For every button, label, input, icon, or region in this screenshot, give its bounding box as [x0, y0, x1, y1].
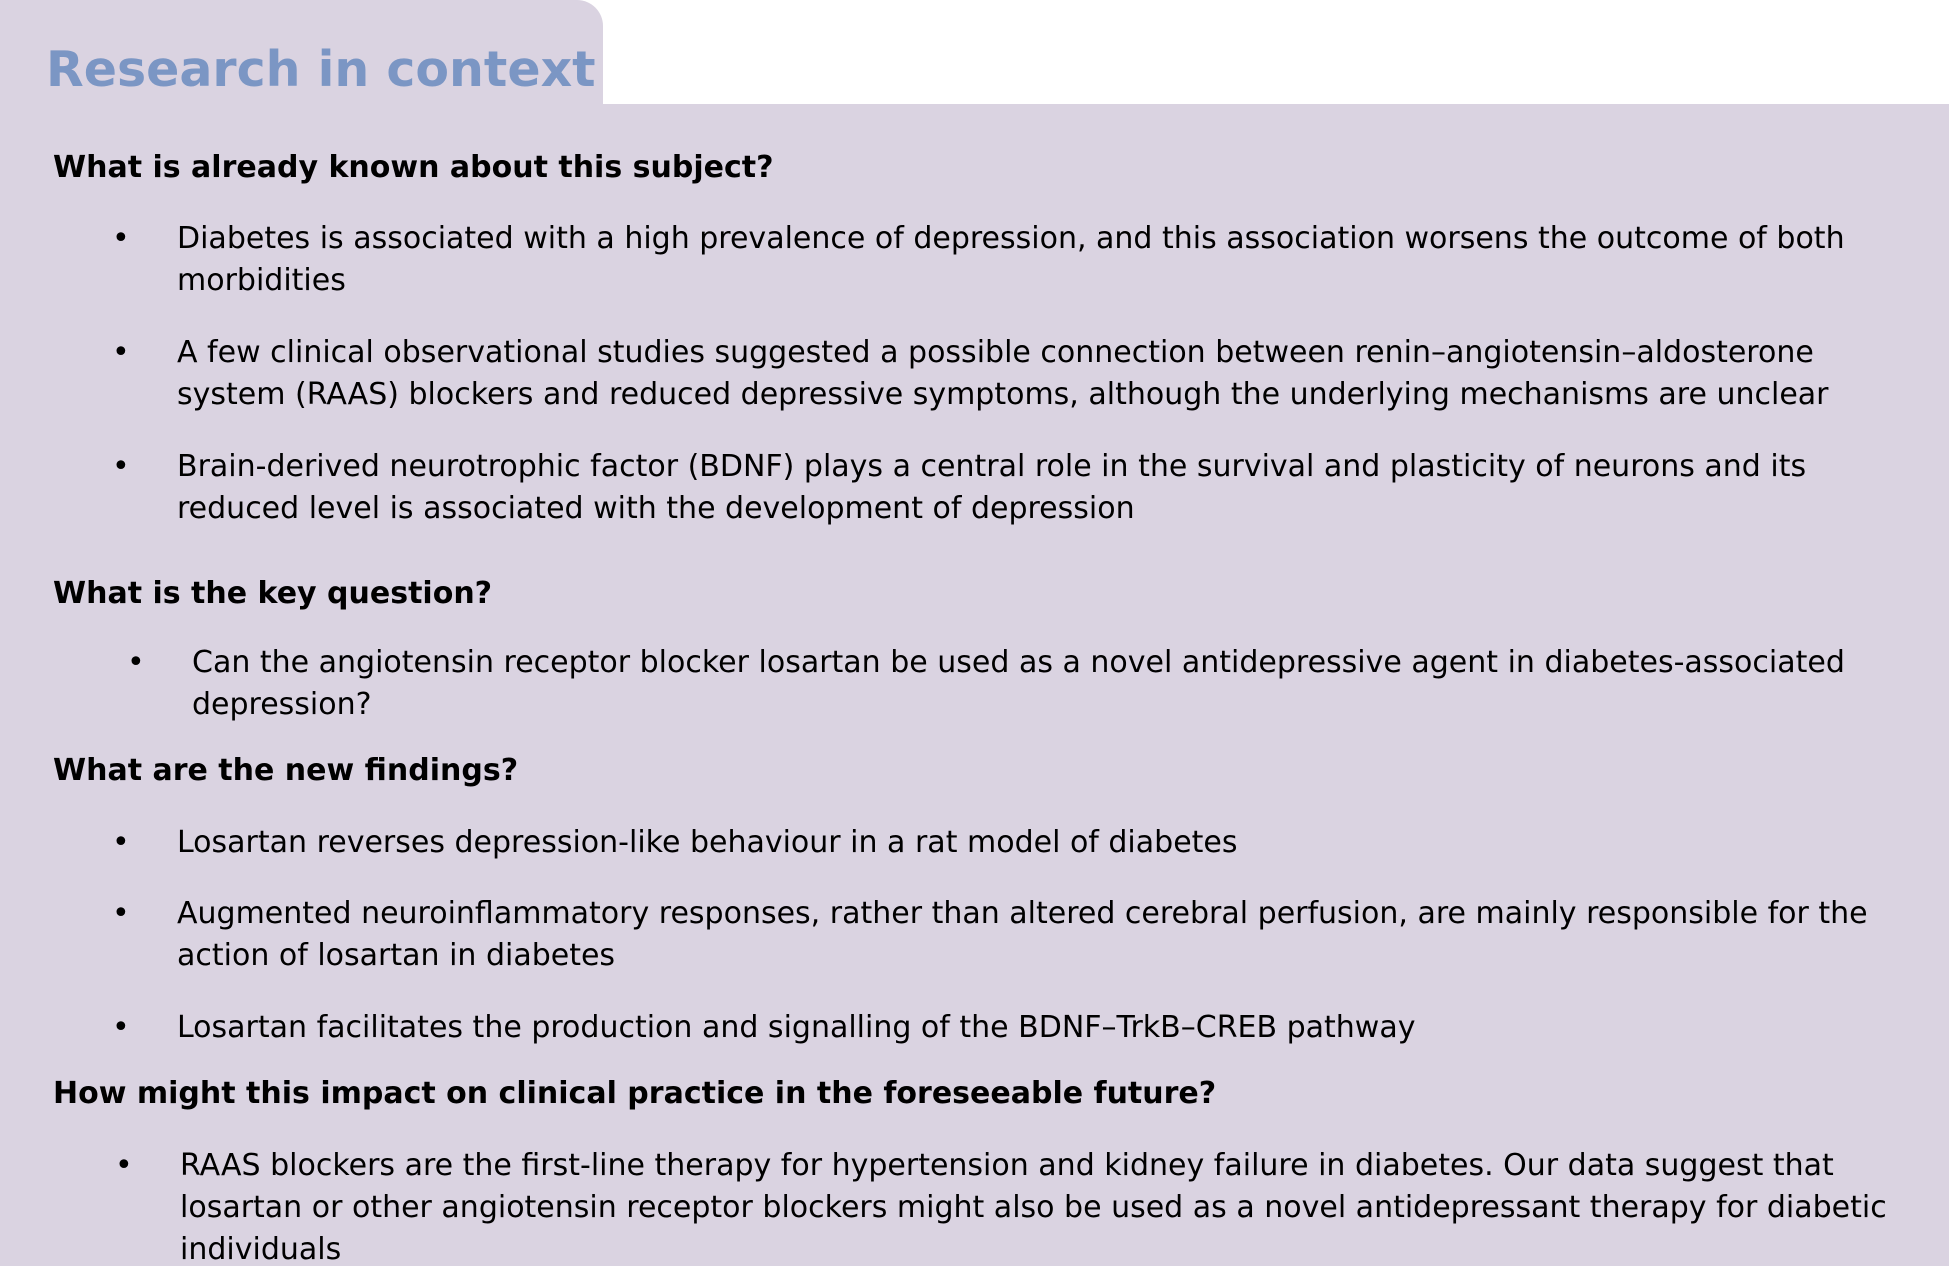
- section-heading-clinical-impact: How might this impact on clinical practice in the foreseeable future?: [53, 1076, 1217, 1111]
- list-item: [112, 1007, 1929, 1049]
- bullet-icon: •: [127, 645, 145, 680]
- list-item-text: Can the angiotensin receptor blocker losartan be used as a novel antidepressive agent in diabetes-associated depression?: [192, 645, 1845, 722]
- list-item-text: Brain-derived neurotrophic factor (BDNF) plays a central role in the survival and plasticity of neurons and its reduced level is associated with the development of depression: [177, 449, 1807, 526]
- section-heading-key-question: What is the key question?: [53, 576, 493, 611]
- list-item: [112, 822, 1929, 864]
- list-item-text: Diabetes is associated with a high prevalence of depression, and this association worsens the outcome of both morbidities: [177, 221, 1845, 298]
- section-heading-new-findings: What are the new findings?: [53, 753, 519, 788]
- box-title: Research in context: [46, 41, 596, 98]
- bullet-icon: •: [112, 335, 130, 370]
- list-item-text: RAAS blockers are the first-line therapy for hypertension and kidney failure in diabetes. Our data suggest that losartan or other angiotensin receptor blockers might also be used as a novel antidepressant therapy for diabetic individuals: [180, 1148, 1887, 1266]
- bullet-icon: •: [112, 825, 130, 860]
- section-heading-known: What is already known about this subject?: [53, 150, 774, 185]
- bullet-icon: •: [112, 221, 130, 256]
- list-item: [112, 218, 1929, 302]
- bullet-icon: •: [115, 1148, 133, 1183]
- list-item-text: Losartan facilitates the production and signalling of the BDNF–TrkB–CREB pathway: [177, 1010, 1416, 1045]
- bullet-icon: •: [112, 449, 130, 484]
- list-item: [115, 1145, 1929, 1266]
- list-item: [112, 893, 1929, 977]
- list-item: [112, 332, 1929, 416]
- list-item-text: A few clinical observational studies suggested a possible connection between renin–angiotensin–aldosterone system (RAAS) blockers and reduced depressive symptoms, although the underlying mechanisms are unclear: [177, 335, 1829, 412]
- list-item-text: Augmented neuroinflammatory responses, rather than altered cerebral perfusion, are mainly responsible for the action of losartan in diabetes: [177, 896, 1868, 973]
- list-item: [112, 446, 1929, 530]
- bullet-icon: •: [112, 896, 130, 931]
- list-item: [127, 642, 1929, 726]
- bullet-icon: •: [112, 1010, 130, 1045]
- list-item-text: Losartan reverses depression-like behaviour in a rat model of diabetes: [177, 825, 1238, 860]
